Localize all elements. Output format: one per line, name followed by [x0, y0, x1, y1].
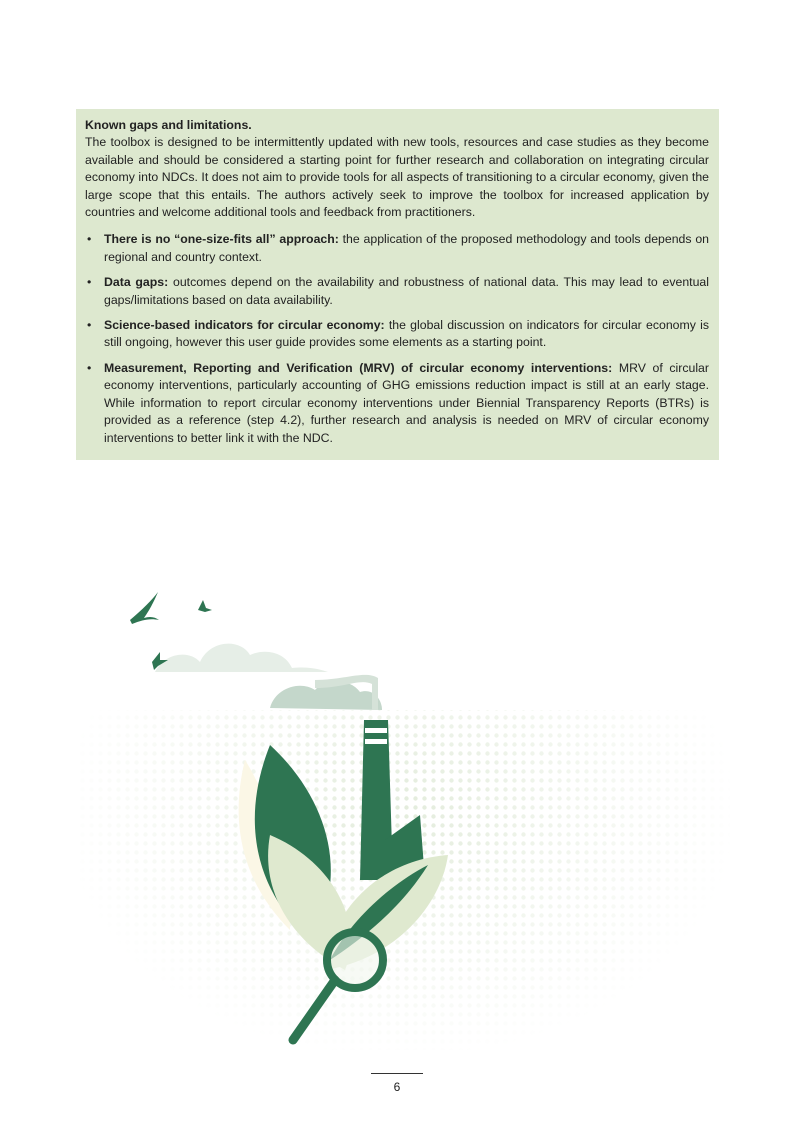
page-number: 6 [393, 1080, 401, 1094]
bullet-icon: • [87, 275, 92, 290]
cloud-icon [155, 644, 382, 710]
item-title: Data gaps: [104, 275, 169, 290]
list-item [85, 231, 709, 266]
known-gaps-box [76, 109, 719, 460]
list-item [85, 317, 709, 352]
limitations-list [85, 231, 709, 446]
item-title: There is no “one-size-fits all” approach: [104, 232, 339, 247]
list-item [85, 274, 709, 309]
item-text: the application of the proposed methodology and tools depends on regional and country context. [104, 232, 710, 264]
bullet-icon: • [87, 360, 92, 375]
box-heading: Known gaps and limitations. [85, 118, 252, 132]
item-title: Measurement, Reporting and Verification (MRV) of circular economy interventions: [104, 360, 613, 375]
footer-divider [371, 1073, 423, 1074]
item-text: the global discussion on indicators for circular economy is still ongoing, however this user guide provides some elements as a starting point. [104, 318, 709, 350]
box-intro: The toolbox is designed to be intermittently updated with new tools, resources and case studies as they become available and should be considered a starting point for further research and collaboration on integrating circular economy into NDCs. It does not aim to provide tools for all aspects of transitioning to a circular economy, given the large scope that this entails. The authors actively seek to improve the toolbox for increased application by countries and welcome additional tools and feedback from practitioners. [85, 135, 709, 220]
item-text: MRV of circular economy interventions, particularly accounting of GHG emissions reduction impact is still at an early stage. While information to report circular economy interventions under Biennial Transparency Reports (BTRs) is provided as a reference (step 4.2), further research and analysis is needed on MRV of circular economy interventions to better link it with the NDC. [104, 360, 709, 445]
bullet-icon: • [87, 318, 92, 333]
list-item [85, 360, 709, 447]
circular-economy-illustration [60, 560, 740, 1060]
item-title: Science-based indicators for circular economy: [104, 318, 385, 333]
item-text: outcomes depend on the availability and robustness of national data. This may lead to eventual gaps/limitations based on data availability. [104, 275, 709, 307]
bullet-icon: • [87, 232, 92, 247]
